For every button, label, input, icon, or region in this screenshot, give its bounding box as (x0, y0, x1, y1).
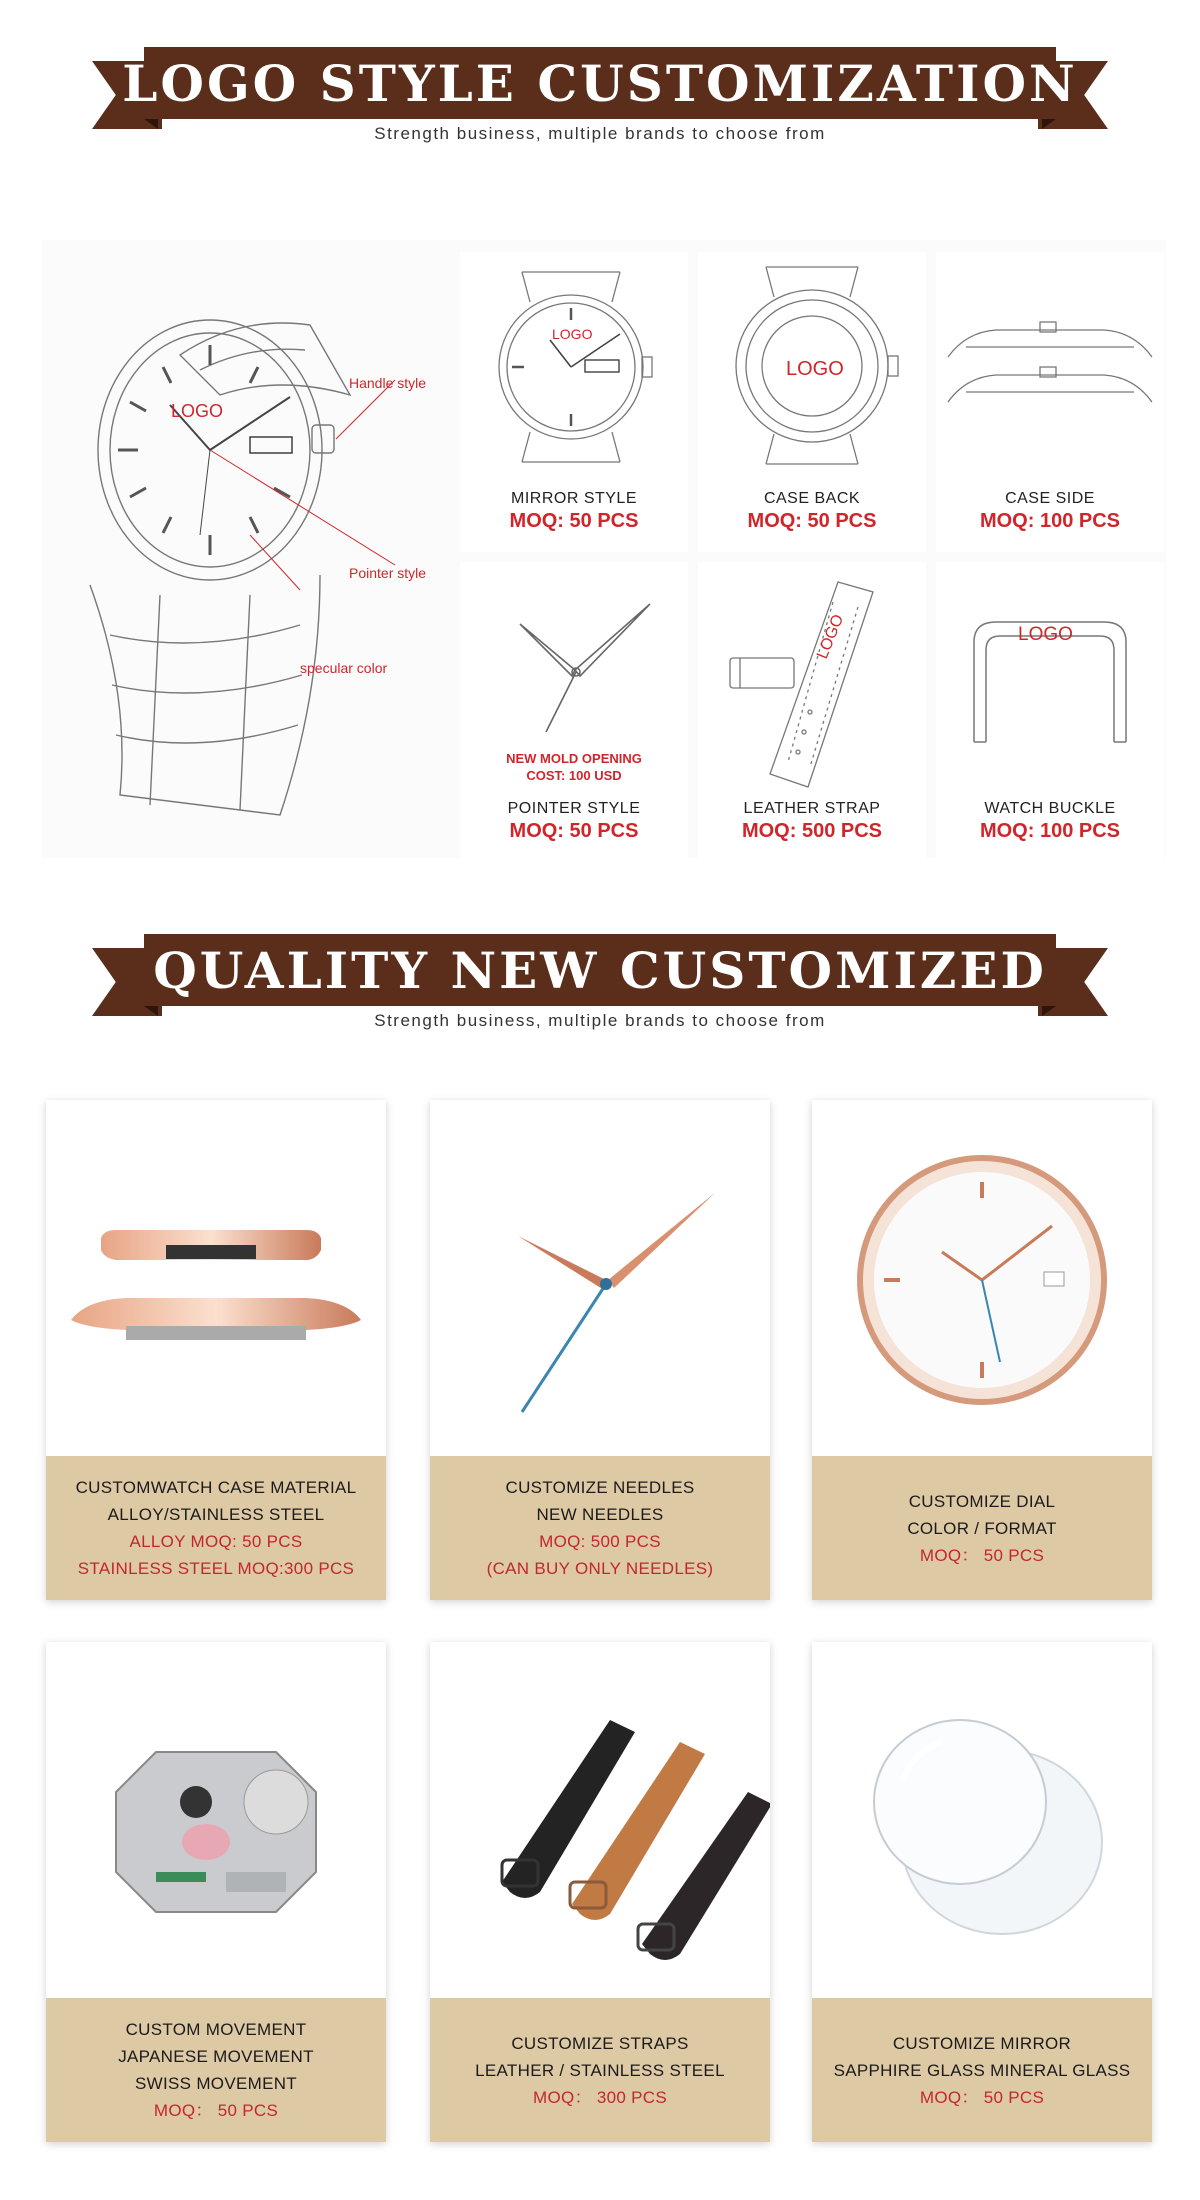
caption-moq: ALLOY MOQ: 50 PCS (129, 1532, 303, 1551)
option-leather-strap (698, 562, 926, 862)
option-name: CASE BACK (763, 490, 861, 507)
option-moq: MOQ: 50 PCS (509, 820, 639, 842)
watch-logo-text: LOGO (171, 401, 224, 421)
caption-moq: STAINLESS STEEL MOQ:300 PCS (77, 1559, 355, 1578)
card-case-material (46, 1100, 386, 1600)
caption-moq: MOQ： 50 PCS (153, 2101, 279, 2120)
caption-line: COLOR / FORMAT (907, 1518, 1057, 1538)
option-case-side (936, 252, 1164, 552)
card-movement (46, 1642, 386, 2142)
watch-sketch-illustration (50, 275, 460, 835)
caption-moq: MOQ： 300 PCS (533, 2087, 667, 2107)
option-moq: MOQ: 50 PCS (747, 510, 877, 532)
card-needles (430, 1100, 770, 1600)
logo-text: LOGO (814, 612, 848, 662)
option-name: CASE SIDE (1005, 490, 1095, 507)
caption-line: CUSTOM MOVEMENT (125, 2020, 307, 2039)
caption-moq: (CAN BUY ONLY NEEDLES) (486, 1559, 714, 1578)
option-moq: MOQ: 50 PCS (509, 510, 639, 532)
caption-moq: MOQ： 50 PCS (919, 1545, 1045, 1565)
option-case-back (698, 252, 926, 552)
mold-note-line1: NEW MOLD OPENING (506, 751, 642, 766)
caption-line: CUSTOMWATCH CASE MATERIAL (75, 1478, 357, 1497)
caption-moq: MOQ： 50 PCS (919, 2087, 1045, 2107)
annotation-pointer-style: Pointer style (349, 565, 427, 581)
logo-text: LOGO (1018, 624, 1073, 645)
watch-buckle-icon (936, 562, 1164, 790)
caption-line: SAPPHIRE GLASS MINERAL GLASS (833, 2060, 1131, 2080)
caption-line: SWISS MOVEMENT (135, 2074, 297, 2093)
option-name: WATCH BUCKLE (984, 800, 1116, 817)
annotation-specular-color: specular color (300, 660, 388, 676)
option-watch-buckle (936, 562, 1164, 862)
annotation-handle-style: Handle style (349, 375, 427, 391)
leather-strap-icon (698, 562, 926, 790)
option-name: LEATHER STRAP (743, 800, 881, 817)
caption-line: CUSTOMIZE STRAPS (511, 2033, 689, 2053)
quality-section-banner (0, 929, 1200, 1109)
watch-mirror-photo-icon (812, 1642, 1152, 1998)
mirror-style-icon (460, 252, 688, 480)
logo-text: LOGO (786, 358, 844, 380)
card-dial (812, 1100, 1152, 1600)
card-caption (430, 1456, 770, 1600)
watch-dial-photo-icon (812, 1100, 1152, 1456)
caption-moq: MOQ: 500 PCS (539, 1532, 661, 1551)
caption-line: LEATHER / STAINLESS STEEL (475, 2060, 725, 2080)
ribbon (92, 934, 1108, 1020)
card-caption (430, 1998, 770, 2142)
option-moq: MOQ: 100 PCS (979, 510, 1121, 532)
card-mirror (812, 1642, 1152, 2142)
option-mirror-style (460, 252, 688, 552)
section-title: LOGO STYLE CUSTOMIZATION (122, 53, 1078, 113)
watch-movement-photo-icon (46, 1642, 386, 1998)
card-caption (812, 1998, 1152, 2142)
watch-straps-photo-icon (430, 1642, 770, 1998)
option-moq: MOQ: 100 PCS (979, 820, 1121, 842)
caption-line: CUSTOMIZE NEEDLES (505, 1478, 695, 1497)
caption-line: ALLOY/STAINLESS STEEL (107, 1505, 325, 1524)
watch-needles-photo-icon (430, 1100, 770, 1456)
section-subtitle: Strength business, multiple brands to choose from (374, 1011, 826, 1030)
logo-section-banner (0, 42, 1200, 222)
section-subtitle: Strength business, multiple brands to choose from (374, 124, 826, 143)
option-name: POINTER STYLE (507, 800, 641, 817)
case-side-icon (936, 252, 1164, 480)
card-caption (46, 1998, 386, 2142)
card-caption (46, 1456, 386, 1600)
caption-line: JAPANESE MOVEMENT (118, 2047, 314, 2066)
card-caption (812, 1456, 1152, 1600)
option-moq: MOQ: 500 PCS (741, 820, 883, 842)
option-name: MIRROR STYLE (510, 490, 637, 507)
caption-line: NEW NEEDLES (536, 1505, 664, 1524)
logo-text: LOGO (552, 326, 593, 342)
section-title: QUALITY NEW CUSTOMIZED (153, 940, 1047, 1000)
ribbon (92, 47, 1108, 133)
option-pointer-style (460, 562, 688, 862)
watch-case-photo-icon (46, 1100, 386, 1456)
card-straps (430, 1642, 770, 2142)
caption-line: CUSTOMIZE DIAL (908, 1491, 1056, 1511)
mold-note-line2: COST: 100 USD (526, 768, 622, 783)
caption-line: CUSTOMIZE MIRROR (892, 2033, 1072, 2053)
